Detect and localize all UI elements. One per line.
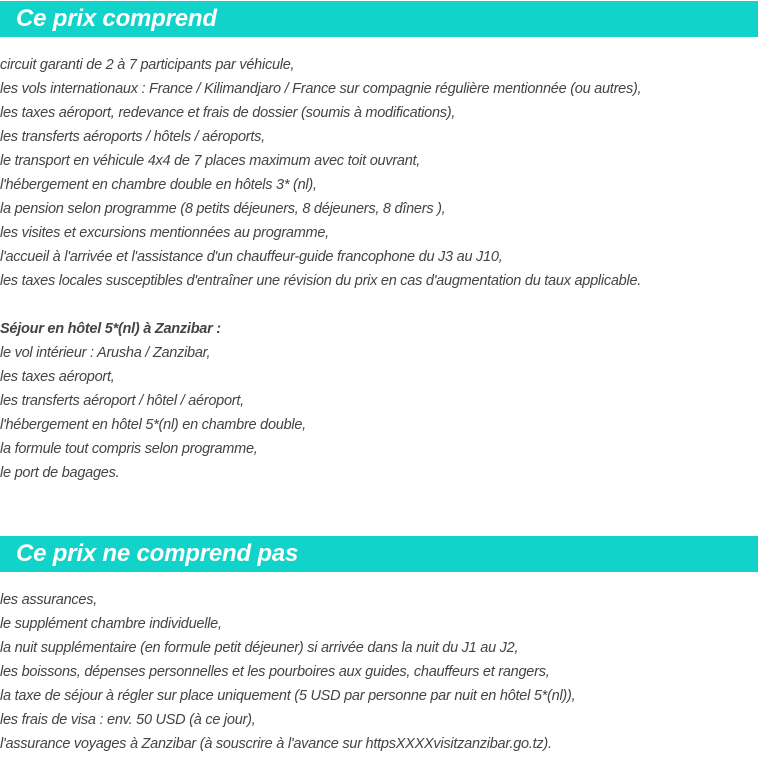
includes-item: l'hébergement en chambre double en hôtels 3* (nl), xyxy=(0,177,317,193)
includes-item: le transport en véhicule 4x4 de 7 places maximum avec toit ouvrant, xyxy=(0,153,421,169)
zanzibar-item: l'hébergement en hôtel 5*(nl) en chambre double, xyxy=(0,417,306,433)
includes-item: les transferts aéroports / hôtels / aéroports, xyxy=(0,129,265,145)
excludes-list xyxy=(0,588,575,756)
excludes-item: la taxe de séjour à régler sur place uniquement (5 USD par personne par nuit en hôtel 5*(nl)), xyxy=(0,688,576,704)
zanzibar-item: la formule tout compris selon programme, xyxy=(0,441,258,457)
includes-section-title: Ce prix comprend xyxy=(16,5,217,32)
excludes-item: la nuit supplémentaire (en formule petit déjeuner) si arrivée dans la nuit du J1 au J2, xyxy=(0,640,519,656)
includes-item: les visites et excursions mentionnées au programme, xyxy=(0,225,329,241)
excludes-section-title: Ce prix ne comprend pas xyxy=(16,540,299,567)
includes-item: circuit garanti de 2 à 7 participants par véhicule, xyxy=(0,57,295,73)
includes-item: les taxes locales susceptibles d'entraîner une révision du prix en cas d'augmentation du taux applicable. xyxy=(0,273,642,289)
excludes-item: l'assurance voyages à Zanzibar (à souscrire à l'avance sur httpsXXXXvisitzanzibar.go.tz). xyxy=(0,736,552,752)
zanzibar-item: les transferts aéroport / hôtel / aéroport, xyxy=(0,393,244,409)
excludes-item: les boissons, dépenses personnelles et les pourboires aux guides, chauffeurs et rangers, xyxy=(0,664,550,680)
excludes-item: le supplément chambre individuelle, xyxy=(0,616,222,632)
zanzibar-item: le port de bagages. xyxy=(0,465,120,481)
includes-item: les taxes aéroport, redevance et frais de dossier (soumis à modifications), xyxy=(0,105,456,121)
excludes-item: les frais de visa : env. 50 USD (à ce jour), xyxy=(0,712,256,728)
includes-section-header xyxy=(0,1,758,37)
excludes-section-header xyxy=(0,536,758,572)
includes-item: la pension selon programme (8 petits déjeuners, 8 déjeuners, 8 dîners ), xyxy=(0,201,446,217)
includes-item: les vols internationaux : France / Kilimandjaro / France sur compagnie régulière mentionnée (ou autres), xyxy=(0,81,642,97)
includes-list xyxy=(0,53,641,293)
zanzibar-item: le vol intérieur : Arusha / Zanzibar, xyxy=(0,345,211,361)
zanzibar-item: les taxes aéroport, xyxy=(0,369,115,385)
zanzibar-stay-heading: Séjour en hôtel 5*(nl) à Zanzibar : xyxy=(0,321,221,337)
includes-item: l'accueil à l'arrivée et l'assistance d'un chauffeur-guide francophone du J3 au J10, xyxy=(0,249,503,265)
zanzibar-stay-list xyxy=(0,341,306,485)
excludes-item: les assurances, xyxy=(0,592,97,608)
